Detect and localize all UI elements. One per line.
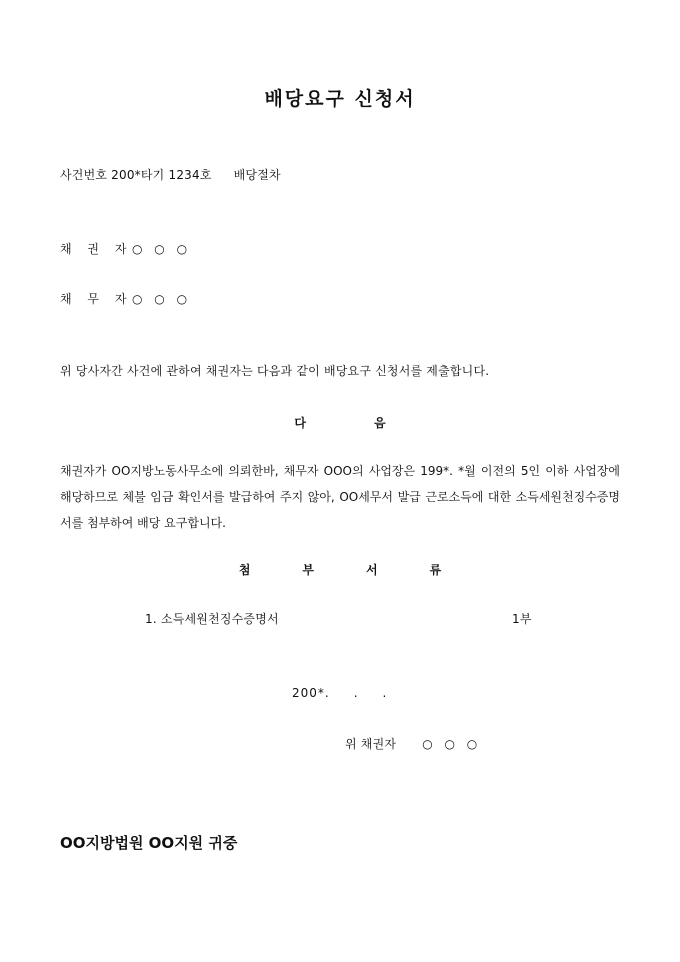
date-month: . [353, 686, 359, 700]
signer-label: 위 채권자 [345, 737, 397, 751]
attachment-name: 1. 소득세원천징수증명서 [145, 612, 279, 626]
body-paragraph: 채권자가 OO지방노동사무소에 의뢰한바, 채무자 OOO의 사업장은 199*. *월 이전의 5인 이하 사업장에 해당하므로 체불 임금 확인서를 발급하여 주지 않아, OO세무서 발급 근로소득에 대한 소득세원천징수증명서를 첨부하여 배당 요구합니다. [60, 464, 620, 530]
date-day: . [382, 686, 388, 700]
case-number: 사건번호 200*타기 1234호 [60, 168, 212, 182]
attachment-count: 1부 [512, 612, 532, 626]
creditor-name: ○ ○ ○ [132, 242, 192, 256]
creditor-label: 채 권 자 [60, 242, 133, 256]
case-type: 배당절차 [233, 168, 281, 182]
case-line [60, 166, 281, 183]
signer-name: ○ ○ ○ [422, 737, 482, 751]
court-addressee: OO지방법원 OO지원 귀중 [60, 834, 238, 852]
date-year: 200*. [292, 686, 330, 700]
heading-char: 부 [302, 563, 314, 577]
heading-da-eum [0, 414, 680, 431]
debtor-line [60, 290, 191, 307]
heading-char: 류 [429, 563, 442, 577]
date-line [292, 686, 387, 700]
signer-line [345, 735, 481, 752]
heading-char: 서 [366, 563, 378, 577]
heading-attachments [0, 561, 680, 578]
debtor-label: 채 무 자 [60, 292, 133, 306]
heading-char: 다 [294, 416, 306, 430]
heading-char: 음 [374, 416, 386, 430]
heading-char: 첨 [238, 563, 251, 577]
document-title: 배당요구 신청서 [264, 88, 416, 110]
creditor-line [60, 240, 191, 257]
statement: 위 당사자간 사건에 관하여 채권자는 다음과 같이 배당요구 신청서를 제출합니다. [60, 364, 490, 378]
debtor-name: ○ ○ ○ [132, 292, 192, 306]
